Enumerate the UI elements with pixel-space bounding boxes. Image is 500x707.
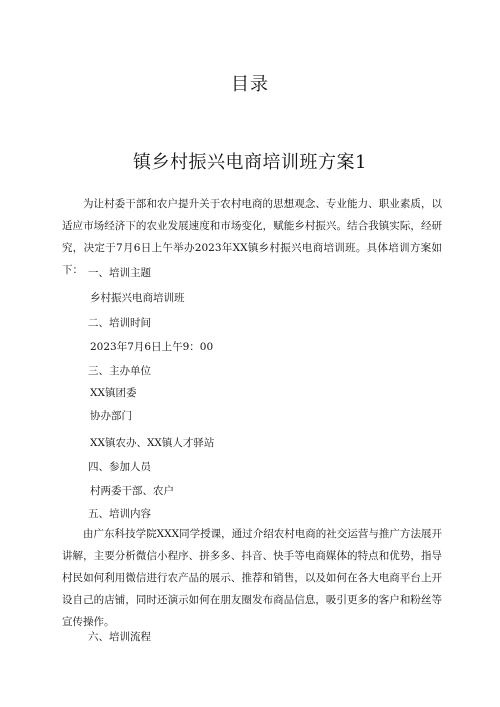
co-organizer-value: XX镇农办、XX镇人才驿站 (90, 437, 215, 449)
section-heading-content: 五、培训内容 (88, 508, 151, 520)
co-organizer-heading: 协办部门 (90, 410, 132, 422)
section-heading-participants: 四、参加人员 (88, 461, 151, 473)
theme-value: 乡村振兴电商培训班 (90, 292, 185, 304)
intro-paragraph: 为让村委干部和农户提升关于农村电商的思想观念、专业能力、职业素质，以适应市场经济下的农业发展速度和市场变化，赋能乡村振兴。结合我镇实际，经研究，决定于7月6日上午举办2023年XX镇乡村振兴电商培训班。具体培训方案如下： (62, 198, 442, 276)
participants-value: 村两委干部、农户 (90, 485, 174, 497)
section-heading-host: 三、主办单位 (88, 365, 151, 377)
content-paragraph: 由广东科技学院XXX同学授课，通过介绍农村电商的社交运营与推广方法展开讲解，主要分析微信小程序、拼多多、抖音、快手等电商媒体的特点和优势，指导村民如何利用微信进行农产品的展示、推荐和销售，以及如何在各大电商平台上开设自己的店铺，同时还演示如何在朋友圈发布商品信息，吸引更多的客户和粉丝等宣传操作。 (62, 528, 442, 628)
host-value: XX镇团委 (90, 387, 137, 399)
time-value: 2023年7月6日上午9：00 (90, 341, 214, 353)
document-title: 镇乡村振兴电商培训班方案1 (133, 152, 367, 173)
section-heading-time: 二、培训时间 (88, 317, 151, 329)
section-heading-theme: 一、培训主题 (88, 267, 151, 279)
section-heading-process: 六、培训流程 (88, 631, 151, 643)
toc-title: 目录 (231, 74, 269, 95)
